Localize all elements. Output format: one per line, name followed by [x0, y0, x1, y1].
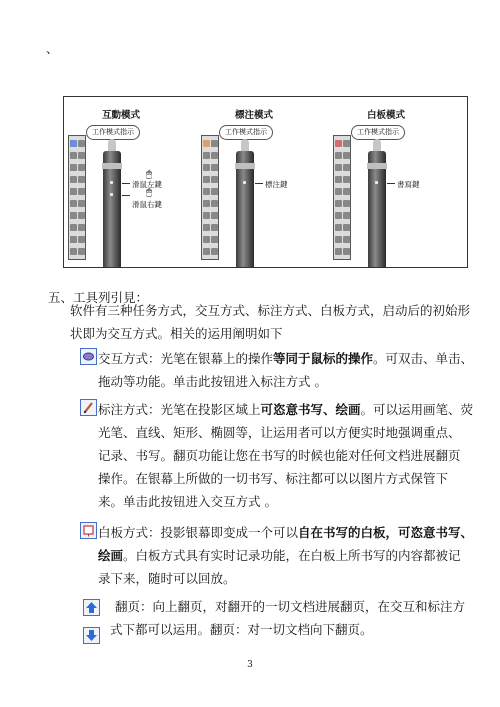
toolbar-image: [68, 135, 86, 260]
whiteboard-mode-line: 白板方式：投影银幕即变成一个可以自在书写的白板，可恣意书写、: [98, 525, 474, 540]
intro-line: 软件有三种任务方式，交互方式、标注方式、白板方式，启动后的初始形: [70, 303, 471, 318]
mode-indicator-callout: 工作模式指示: [219, 125, 273, 140]
callout-label: 書寫鍵: [397, 180, 420, 189]
interactive-mode-line: 交互方式：光笔在银幕上的操作等同于鼠标的操作。可双击、单击、: [98, 351, 474, 366]
whiteboard-mode-line: 录下来，随时可以回放。: [98, 571, 236, 586]
light-pen-image: [367, 139, 387, 267]
toolbar-image: [333, 135, 351, 260]
panel-whiteboard: [329, 97, 459, 267]
mouse-icon: 🖱: [146, 187, 152, 198]
pen-modes-figure: [63, 96, 468, 268]
section-heading: 五、工具列引見：: [48, 290, 149, 305]
mouse-icon: 🖱: [146, 169, 152, 180]
page-number: 3: [247, 660, 253, 670]
mode-indicator-callout: 工作模式指示: [351, 125, 405, 140]
page-mark: 、: [46, 42, 59, 56]
interactive-mode-line: 拖动等功能。单击此按钮进入标注方式 。: [98, 374, 327, 389]
page-turn-line: 式下都可以运用。翻页：对一切文档向下翻页。: [110, 622, 373, 637]
panel-annotation: [197, 97, 327, 267]
whiteboard-mode-line: 绘画。白板方式具有实时记录功能，在白板上所书写的内容都被记: [98, 548, 461, 563]
page-down-icon: [83, 627, 100, 644]
panel-interactive: [64, 97, 194, 267]
callout-label: 滑鼠左鍵: [132, 180, 162, 189]
annotation-mode-line: 来。单击此按钮进入交互方式 。: [98, 494, 277, 509]
panel-title: 標注模式: [234, 110, 273, 121]
page-turn-line: 翻页：向上翻页，对翻开的一切文档进展翻页，在交互和标注方: [115, 599, 466, 614]
callout-label: 滑鼠右鍵: [132, 200, 162, 209]
toolbar-image: [201, 135, 219, 260]
interactive-mode-icon: [80, 348, 97, 365]
annotation-mode-line: 记录、书写。翻页功能让您在书写的时候也能对任何文档进展翻页: [98, 448, 461, 463]
panel-title: 互動模式: [101, 110, 140, 121]
light-pen-image: [102, 139, 122, 267]
annotation-mode-line: 光笔、直线、矩形、椭圆等，让运用者可以方便实时地强调重点、: [98, 425, 461, 440]
whiteboard-mode-icon: [80, 522, 97, 539]
intro-line: 状即为交互方式。相关的运用阐明如下: [70, 326, 283, 341]
panel-title: 白板模式: [366, 110, 405, 121]
page-up-icon: [83, 599, 100, 616]
light-pen-image: [235, 139, 255, 267]
annotation-mode-line: 标注方式：光笔在投影区域上可恣意书写、绘画。可以运用画笔、荧: [98, 402, 474, 417]
annotation-mode-icon: [80, 399, 97, 416]
mode-indicator-callout: 工作模式指示: [86, 125, 140, 140]
callout-label: 標注鍵: [265, 180, 288, 189]
annotation-mode-line: 操作。在银幕上所做的一切书写、标注都可以以图片方式保管下: [98, 471, 449, 486]
